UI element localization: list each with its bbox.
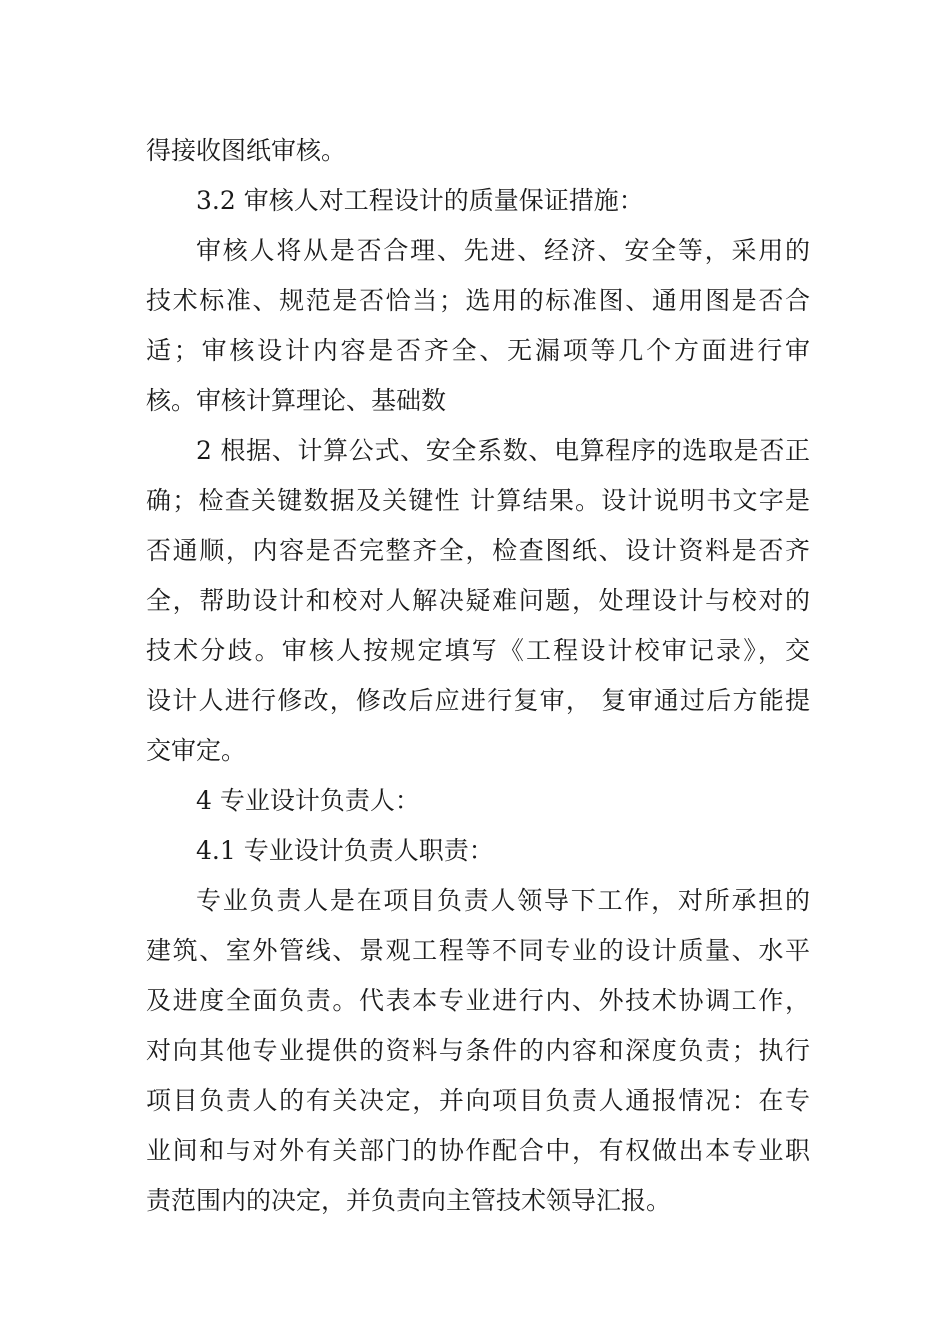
paragraph-line: 适；审核设计内容是否齐全、无漏项等几个方面进行审 [146,336,810,365]
paragraph-line: 核。审核计算理论、基础数 [146,386,447,415]
paragraph-line: 对向其他专业提供的资料与条件的内容和深度负责；执行 [146,1036,810,1065]
section-heading: 3.2 审核人对工程设计的质量保证措施： [196,186,644,215]
paragraph-line: 及进度全面负责。代表本专业进行内、外技术协调工作， [146,986,810,1015]
paragraph-line: 审核人将从是否合理、先进、经济、安全等，采用的 [196,236,810,265]
paragraph-line: 交审定。 [146,736,247,765]
document-body [146,126,810,1226]
paragraph-line: 建筑、室外管线、景观工程等不同专业的设计质量、水平 [146,936,810,965]
paragraph-line: 技术分歧。审核人按规定填写《工程设计校审记录》，交 [146,636,810,665]
paragraph-line: 技术标准、规范是否恰当；选用的标准图、通用图是否合 [146,286,810,315]
paragraph-line: 2 根据、计算公式、安全系数、电算程序的选取是否正 [196,436,810,465]
paragraph-line: 专业负责人是在项目负责人领导下工作，对所承担的 [196,886,810,915]
paragraph-line: 否通顺，内容是否完整齐全，检查图纸、设计资料是否齐 [146,536,810,565]
paragraph-line: 项目负责人的有关决定，并向项目负责人通报情况：在专 [146,1086,810,1115]
paragraph-line: 得接收图纸审核。 [146,136,347,165]
paragraph-line: 责范围内的决定，并负责向主管技术领导汇报。 [146,1186,672,1215]
section-heading: 4.1 专业设计负责人职责： [196,836,494,865]
section-heading: 4 专业设计负责人： [196,786,420,815]
paragraph-line: 全，帮助设计和校对人解决疑难问题，处理设计与校对的 [146,586,810,615]
paragraph-line: 业间和与对外有关部门的协作配合中，有权做出本专业职 [146,1136,810,1165]
paragraph-line: 确；检查关键数据及关键性 计算结果。设计说明书文字是 [146,486,810,515]
paragraph-line: 设计人进行修改，修改后应进行复审， 复审通过后方能提 [146,686,810,715]
